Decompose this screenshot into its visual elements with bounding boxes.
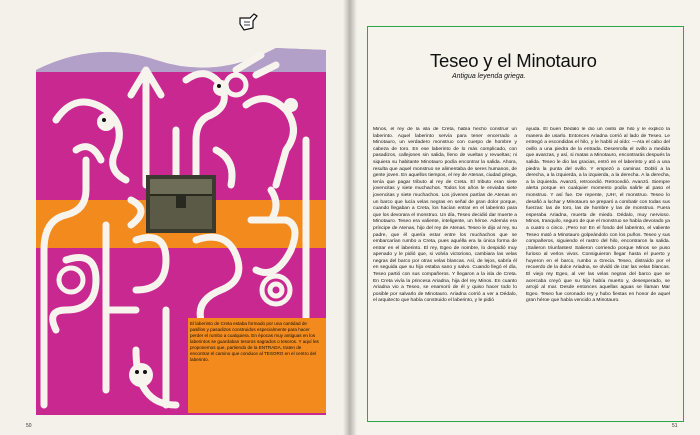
right-page-number: 51 xyxy=(672,423,678,429)
story-title: Teseo y el Minotauro xyxy=(430,50,597,71)
story-column-left xyxy=(373,127,517,417)
book-gutter xyxy=(343,0,357,435)
story-text-left: Minos, el rey de la isla de Creta, había hecho construir un laberinto. Aquel laberinto servía para tener encerrado a Minotauro, un verdadero monstruo con cuerpo de hombre y cabeza de toro. En ese laberinto de lo más complicado, con pasadizos, callejones sin salida, lleno de vueltas y revueltas; ni siquiera su habitante Minotauro podía encontrar la salida. Ahora, resulta que aquel monstruo se alimentaba de seres humanos, de gente joven. En aquellos tiempos, el rey de Atenas, ciudad griega, tenía que pagar tributo al rey de Creta. El tributo eran siete jovencitas y siete muchachos. Todos los años le enviaba siete jovencitas y siete muchachos. Los jóvenes partían de Atenas en un barco que lucía velas negras en señal de gran dolor porque, cuando llegaban a Creta, los hacían entrar en el laberinto para que los devorara el monstruo. Un día, Teseo decidió dar muerte a Minotauro. Teseo era valiente, inteligente, un héroe. Además era príncipe de Atenas, hijo del rey de Atenas. Teseo le dijo al rey, su padre, que él quería estar entre los muchachos que se embarcarían rumbo a Creta, pues aquélla era la única forma de entrar en el laberinto. El rey, Egeo de nombre, lo despidió muy apenado y le pidió que, si volvía victorioso, cambiara las velas negras del barco por otras velas blancas. Así, de lejos, sabría él en seguida que su hijo estaba sano y salvo. Cuando llegó el día, Teseo partió con sus compañeros. Y llegaron a la isla de Creta. En Creta vivía la princesa Ariadna, hija del rey Minos. En cuanto Ariadna vio a Teseo, se enamoró de él y quiso hacer todo lo posible por salvarlo de Minotauro. Ariadna corrió a ver a Dédalo, el arquitecto que había construido el laberinto, y le pidió xyxy=(373,127,517,304)
treasure-chest-icon xyxy=(146,175,216,233)
hand-pointer-icon xyxy=(236,12,260,34)
story-subtitle: Antigua leyenda griega. xyxy=(452,73,526,80)
maze-caption: El laberinto de Creta estaba formado por una cantidad de pasillos y pasadizos construidos especialmente para hacer perder el rumbo a cualquiera. En épocas muy antiguas en los laberintos se guardaban tesoros sagrados o tesoros. Y aquí les proponemos que, partiendo de la ENTRADA, traten de encontrar el camino que conduce al TESORO en el centro del laberinto. xyxy=(190,321,319,362)
story-column-right xyxy=(526,127,670,417)
story-text-right: ayuda. El buen Dédalo le dio un ovillo de hilo y le explicó la manera de usarlo. Entonces Ariadna corrió al lado de Teseo. Le entregó a escondidas el hilo, y le habló al oído: —Ata el cabo del ovillo a una piedra de la entrada. Desenrolla el ovillo a medida que avanzas, y así, si matas a Minotauro, encontrarás después la salida. Teseo le dio las gracias, entró en el laberinto y ató a una piedra la punta del ovillo. Y empezó a caminar. Dobló a la derecha, a la izquierda, a la izquierda, a la derecha. A la derecha, a la izquierda. Avanzó, retrocedió. Retrocedió. Avanzó. Siempre alerta porque en cualquier momento podía salirle al paso el monstruo. Y así fue. De repente, ¡UH!, el monstruo. Teseo lo desafió a luchar y Minotauro se preparó a combatir con todas sus fuerzas: las de toro, las de hombre y las de monstruo. Fuera esperaba Ariadna, muerta de miedo. Dédalo, muy nervioso. Minos, tranquilo, seguro de que el monstruo se había devorado ya a cuatro o cinco. ¡Pero no! En el fondo del laberinto, el valiente Teseo mató a Minotauro golpeándolo con los puños. Teseo y sus compañeros, siguiendo el rastro del hilo, encontraron la salida. ¡Salieron triunfantes! Salieron corriendo porque Minos se puso furioso al verlos vivos. Consiguieron llegar hasta el puerto y huyeron en el barco, rumbo a Grecia. Teseo, distraído por el recuerdo de la dulce Ariadna, se olvidó de izar las velas blancas. El viejo rey Egeo, al ver las velas negras del barco que se acercaba creyó que su hijo había muerto y, desesperado, se arrojó al mar. Desde entonces aquellas aguas se llaman Mar Egeo. Teseo fue coronado rey y hubo fiestas en honor de aquel gran héroe que había vencido a Minotauro. xyxy=(526,127,670,304)
left-page-number: 50 xyxy=(26,423,32,429)
